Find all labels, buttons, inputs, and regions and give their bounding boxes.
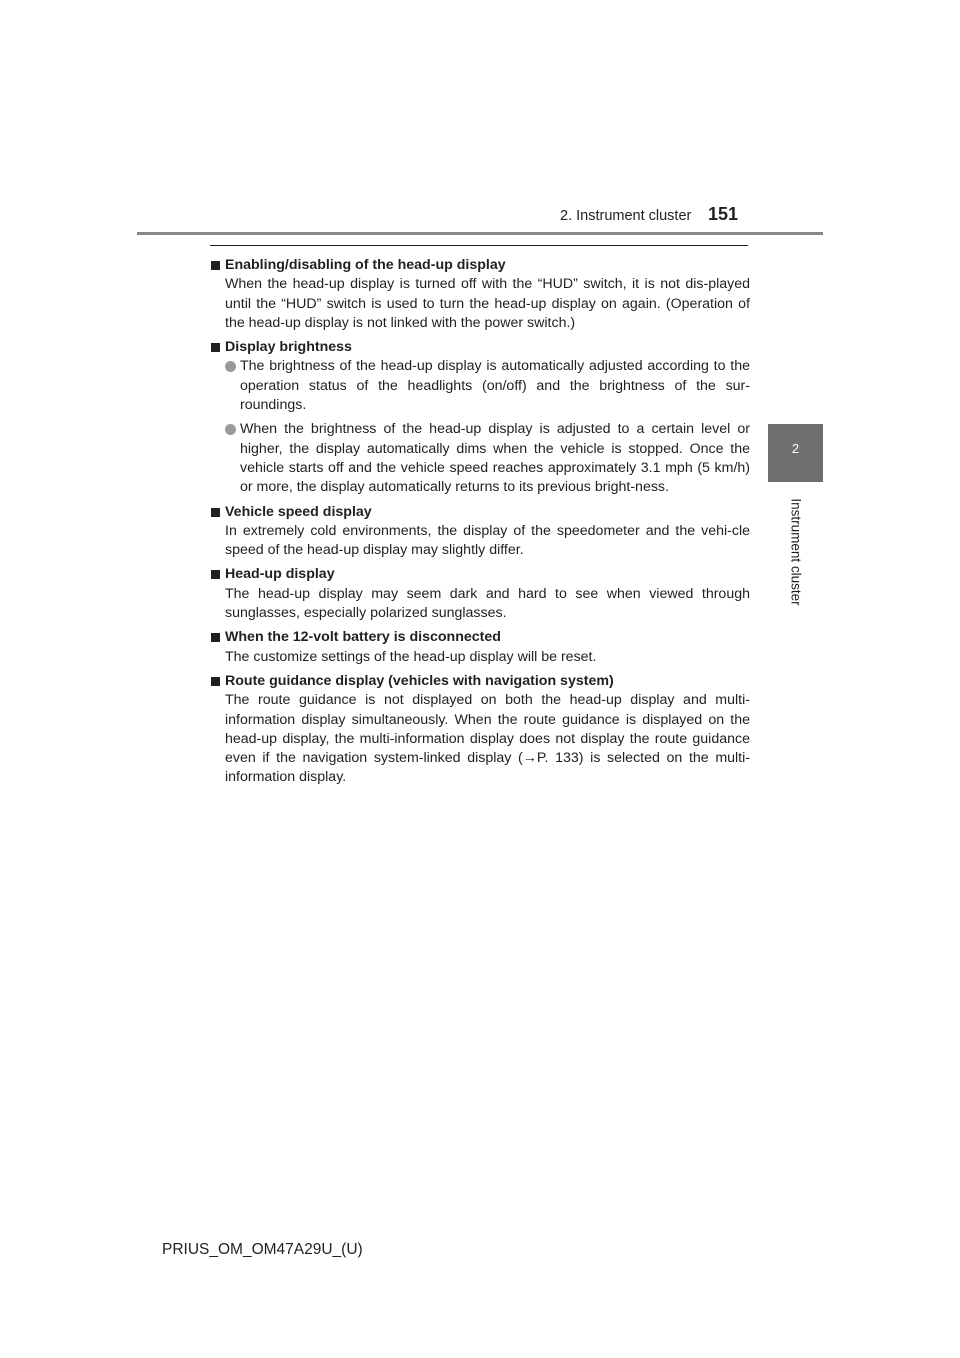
item-vehicle-speed-display [210,503,750,561]
square-bullet-icon [211,633,220,642]
square-bullet-icon [211,677,220,686]
item-body: The customize settings of the head-up display will be reset. [225,648,597,665]
item-title [210,565,750,584]
item-title-text: Display brightness [225,339,352,356]
item-head-up-display [210,565,750,623]
bullet-item [210,357,750,415]
bullet-item [210,420,750,497]
item-title [210,628,750,647]
section-divider [210,245,748,246]
item-title-text: Vehicle speed display [225,503,372,520]
page-number: 151 [708,204,739,224]
header-divider [137,232,823,235]
item-body: When the head-up display is turned off with the “HUD” switch, it is not dis-played until the “HUD” switch is used to turn the head-up display on again. (Operation of the head-up display is not linked with the power switch.) [225,276,750,331]
item-title [210,503,750,522]
item-enabling-disabling [210,256,750,333]
chapter-label-area [768,484,823,620]
item-display-brightness [210,338,750,497]
chapter-label: Instrument cluster [788,498,803,606]
item-title [210,256,750,275]
square-bullet-icon [211,508,220,517]
item-body: In extremely cold environments, the display of the speedometer and the vehi-cle speed of the head-up display may slightly differ. [225,522,750,559]
square-bullet-icon [211,570,220,579]
header-section-title: 2. Instrument cluster [560,208,692,224]
bullet-text: The brightness of the head-up display is automatically adjusted according to the operation status of the headlights (on/off) and the brightness of the sur-roundings. [240,358,750,414]
chapter-tab [768,424,823,482]
item-battery-disconnected [210,628,750,667]
item-route-guidance [210,672,750,788]
item-title-text: Route guidance display (vehicles with navigation system) [225,672,614,689]
document-code: PRIUS_OM_OM47A29U_(U) [162,1241,363,1258]
item-title-text: Enabling/disabling of the head-up display [225,257,506,273]
item-title [210,672,750,691]
bullet-text: When the brightness of the head-up display is adjusted to a certain level or higher, the display automatically dims when the vehicle is stopped. Once the vehicle starts off and the vehicle speed reaches approximately 3.1 mph (5 km/h) or more, the display automatically returns to its previous bright-ness. [240,421,750,496]
square-bullet-icon [211,261,220,270]
circle-bullet-icon [225,424,236,435]
item-title-text: Head-up display [225,566,335,583]
square-bullet-icon [211,343,220,352]
main-content [210,256,750,793]
item-title [210,338,750,357]
circle-bullet-icon [225,361,236,372]
item-body: The route guidance is not displayed on both the head-up display and multi-information display simultaneously. When the route guidance is displayed on the head-up display, the multi-information display does not display the route guidance even if the navigation system-linked display (→P. 133) is selected on the multi-information display. [225,692,750,786]
item-body: The head-up display may seem dark and hard to see when viewed through sunglasses, especially polarized sunglasses. [225,585,750,622]
chapter-number: 2 [791,441,800,456]
item-title-text: When the 12-volt battery is disconnected [225,629,501,646]
